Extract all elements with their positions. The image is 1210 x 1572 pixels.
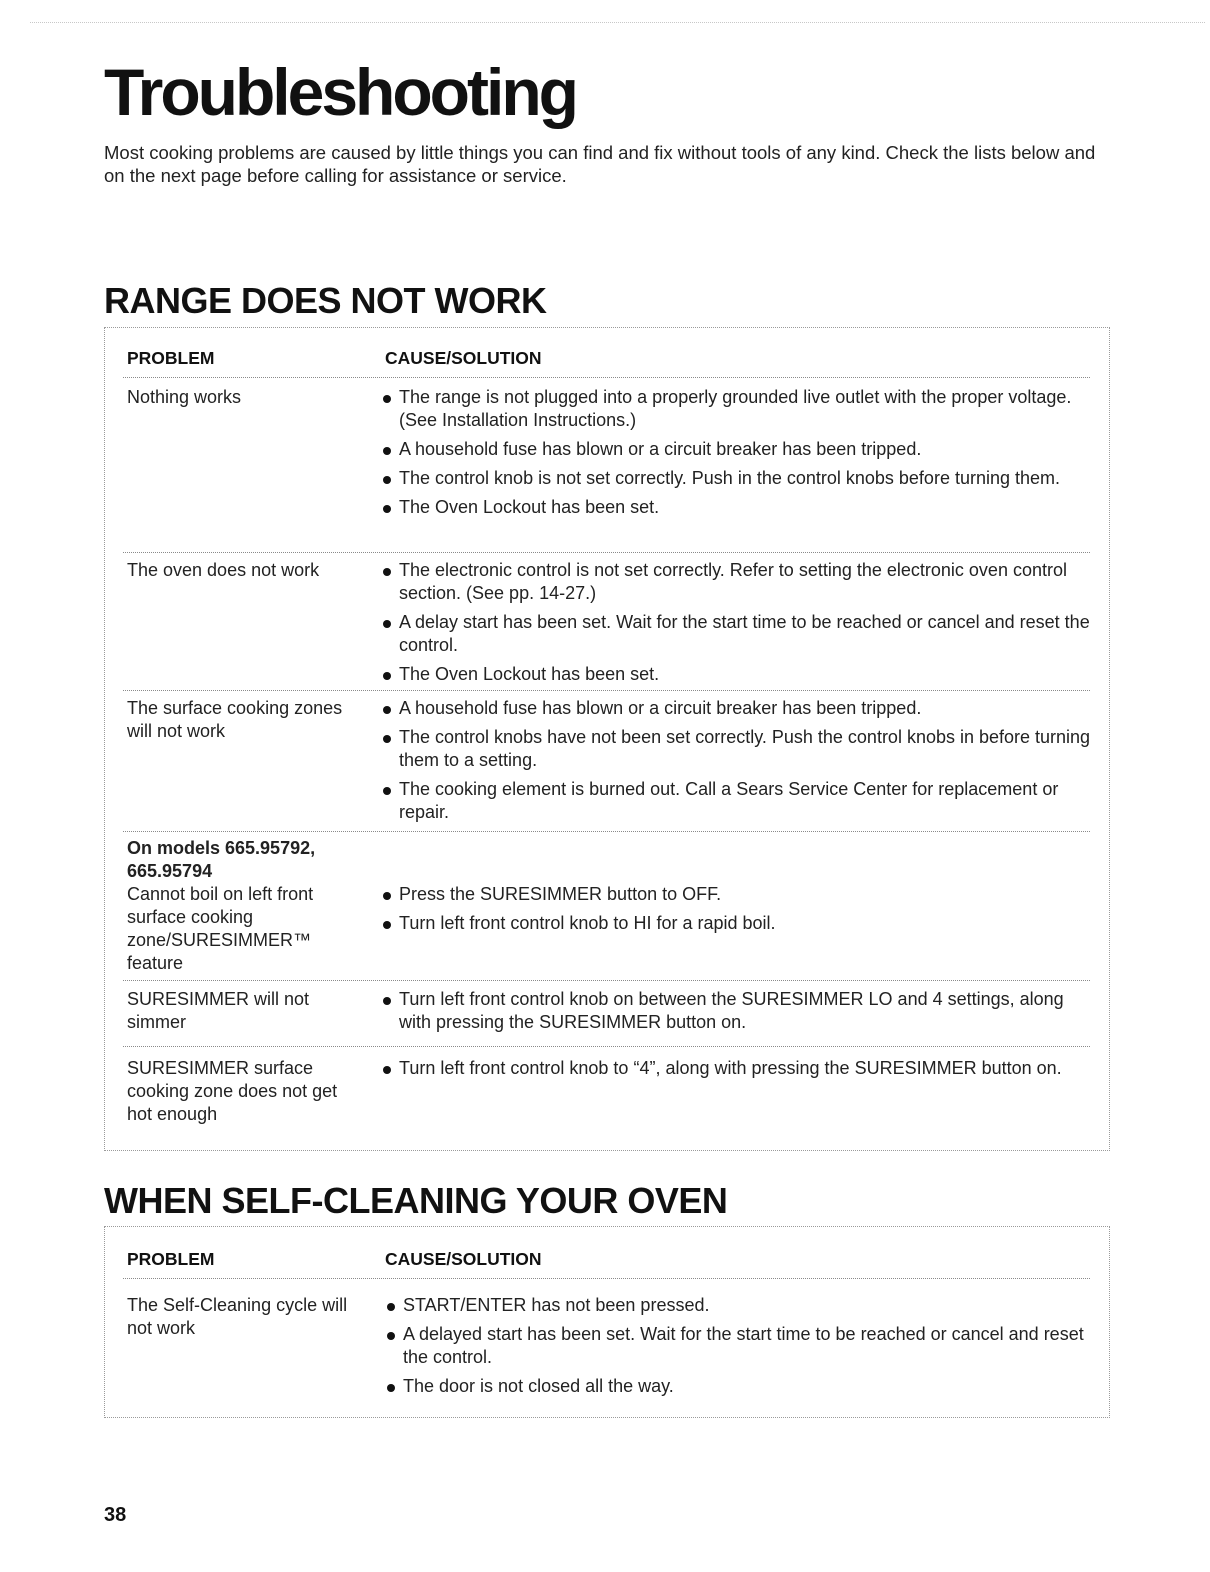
bullet-icon: [383, 787, 391, 795]
problem-cell: [127, 837, 357, 975]
bullet-icon: [383, 921, 391, 929]
problem-text: SURESIMMER will not simmer: [127, 989, 310, 1032]
row-divider: [123, 1046, 1090, 1047]
row-divider: [123, 831, 1090, 832]
bullet-icon: [383, 672, 391, 680]
column-header-cause-solution: CAUSE/SOLUTION: [385, 1249, 542, 1269]
section-title-self-cleaning: WHEN SELF-CLEANING YOUR OVEN: [104, 1180, 728, 1221]
cause-item: Turn left front control knob on between the SURESIMMER LO and 4 settings, along with pressing the SURESIMMER button on.: [383, 988, 1095, 1034]
cause-item: The Oven Lockout has been set.: [383, 663, 1095, 686]
cause-item: Turn left front control knob to “4”, along with pressing the SURESIMMER button on.: [383, 1057, 1095, 1080]
row-divider: [123, 980, 1090, 981]
problem-text: The Self-Cleaning cycle will not work: [127, 1295, 348, 1338]
cause-item: A household fuse has blown or a circuit breaker has been tripped.: [383, 438, 1095, 461]
cause-list: [383, 697, 1095, 830]
cause-item: The door is not closed all the way.: [387, 1375, 1099, 1398]
bullet-icon: [383, 620, 391, 628]
column-header-problem: PROBLEM: [127, 348, 215, 368]
cause-item: START/ENTER has not been pressed.: [387, 1294, 1099, 1317]
cause-item: The control knobs have not been set correctly. Push the control knobs in before turning them to a setting.: [383, 726, 1095, 772]
bullet-icon: [387, 1332, 395, 1340]
bullet-icon: [383, 476, 391, 484]
column-header-problem: PROBLEM: [127, 1249, 215, 1269]
troubleshooting-table-self-cleaning: [104, 1226, 1110, 1418]
problem-cell: [127, 1294, 357, 1340]
bullet-icon: [383, 395, 391, 403]
bullet-icon: [383, 706, 391, 714]
section-title-range-does-not-work: RANGE DOES NOT WORK: [104, 280, 547, 321]
troubleshooting-table-range: [104, 327, 1110, 1151]
problem-text: The oven does not work: [127, 560, 320, 580]
bullet-icon: [383, 568, 391, 576]
cause-item: The Oven Lockout has been set.: [383, 496, 1095, 519]
cause-item: Press the SURESIMMER button to OFF.: [383, 883, 1095, 906]
problem-text: Nothing works: [127, 387, 242, 407]
cause-item: The cooking element is burned out. Call a Sears Service Center for replacement or repair.: [383, 778, 1095, 824]
problem-cell: [127, 386, 357, 409]
cause-list: [383, 988, 1095, 1040]
cause-item: Turn left front control knob to HI for a rapid boil.: [383, 912, 1095, 935]
cause-item: A household fuse has blown or a circuit breaker has been tripped.: [383, 697, 1095, 720]
bullet-icon: [383, 447, 391, 455]
problem-text: The surface cooking zones will not work: [127, 698, 343, 741]
cause-item: A delayed start has been set. Wait for the start time to be reached or cancel and reset the control.: [387, 1323, 1099, 1369]
cause-list: [383, 1057, 1095, 1086]
problem-text: SURESIMMER surface cooking zone does not get hot enough: [127, 1058, 338, 1124]
cause-list: [383, 883, 1095, 941]
cause-item: The electronic control is not set correctly. Refer to setting the electronic oven control section. (See pp. 14-27.): [383, 559, 1095, 605]
problem-models-note: On models 665.95792, 665.95794: [127, 838, 316, 881]
bullet-icon: [387, 1303, 395, 1311]
bullet-icon: [383, 505, 391, 513]
bullet-icon: [383, 1066, 391, 1074]
header-divider: [123, 1278, 1090, 1279]
cause-item: A delay start has been set. Wait for the start time to be reached or cancel and reset the control.: [383, 611, 1095, 657]
cause-list: [387, 1294, 1099, 1404]
problem-cell: [127, 697, 357, 743]
bullet-icon: [383, 892, 391, 900]
cause-list: [383, 386, 1095, 525]
page-title: Troubleshooting: [104, 55, 576, 129]
problem-cell: [127, 559, 357, 582]
bullet-icon: [383, 997, 391, 1005]
cause-item: The range is not plugged into a properly grounded live outlet with the proper voltage. (See Installation Instructions.): [383, 386, 1095, 432]
bullet-icon: [387, 1384, 395, 1392]
row-divider: [123, 552, 1090, 553]
row-divider: [123, 690, 1090, 691]
problem-cell: [127, 988, 357, 1034]
problem-cell: [127, 1057, 357, 1126]
page-number: 38: [104, 1504, 127, 1526]
bullet-icon: [383, 735, 391, 743]
intro-paragraph: Most cooking problems are caused by little things you can find and fix without tools of any kind. Check the lists below and on the next page before calling for assistance or service.: [104, 142, 1096, 186]
header-divider: [123, 377, 1090, 378]
top-dotted-rule: [30, 22, 1205, 23]
cause-list: [383, 559, 1095, 692]
cause-item: The control knob is not set correctly. Push in the control knobs before turning them.: [383, 467, 1095, 490]
column-header-cause-solution: CAUSE/SOLUTION: [385, 348, 542, 368]
problem-text: Cannot boil on left front surface cooking zone/SURESIMMER™ feature: [127, 884, 314, 973]
